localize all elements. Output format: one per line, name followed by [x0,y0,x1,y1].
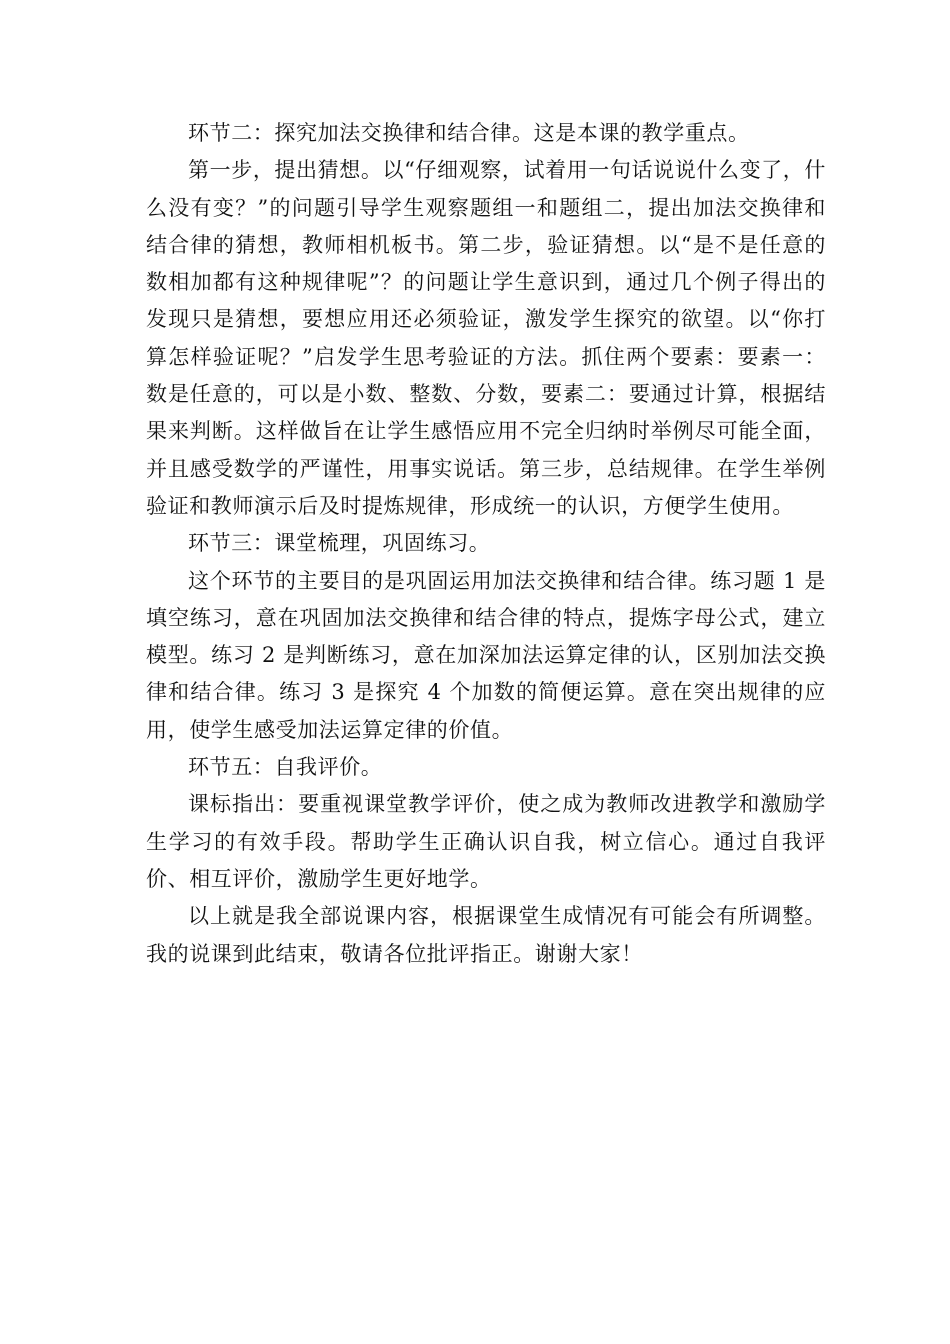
paragraph-section-three-body: 这个环节的主要目的是巩固运用加法交换律和结合律。练习题 1 是填空练习，意在巩固加法交换律和结合律的特点，提炼字母公式，建立模型。练习 2 是判断练习，意在加深加法运算定律的认，区别加法交换律和结合律。练习 3 是探究 4 个加数的简便运算。意在突出规律的应用，使学生感受加法运算定律的价值。 [146,568,826,742]
paragraph-section-five-body: 课标指出：要重视课堂教学评价，使之成为教师改进教学和激励学生学习的有效手段。帮助学生正确认识自我，树立信心。通过自我评价、相互评价，激励学生更好地学。 [146,792,826,891]
paragraph-section-five-heading: 环节五：自我评价。 [188,755,383,780]
paragraph-section-two-heading: 环节二：探究加法交换律和结合律。这是本课的教学重点。 [188,121,750,145]
paragraph-closing: 以上就是我全部说课内容，根据课堂生成情况有可能会有所调整。我的说课到此结束，敬请各位批评指正。谢谢大家！ [146,904,826,966]
paragraph-section-two-body: 第一步，提出猜想。以“仔细观察，试着用一句话说说什么变了，什么没有变？”的问题引导学生观察题组一和题组二，提出加法交换律和结合律的猜想，教师相机板书。第二步，验证猜想。以“是不是任意的数相加都有这种规律呢”？的问题让学生意识到，通过几个例子得出的发现只是猜想，要想应用还必须验证，激发学生探究的欲望。以“你打算怎样验证呢？”启发学生思考验证的方法。抓住两个要素：要素一：数是任意的，可以是小数、整数、分数，要素二：要通过计算，根据结果来判断。这样做旨在让学生感悟应用不完全归纳时举例尽可能全面，并且感受数学的严谨性，用事实说话。第三步，总结规律。在学生举例验证和教师演示后及时提炼规律，形成统一的认识，方便学生使用。 [146,158,826,518]
paragraph-section-three-heading: 环节三：课堂梳理，巩固练习。 [188,531,491,556]
document-body [146,115,826,973]
